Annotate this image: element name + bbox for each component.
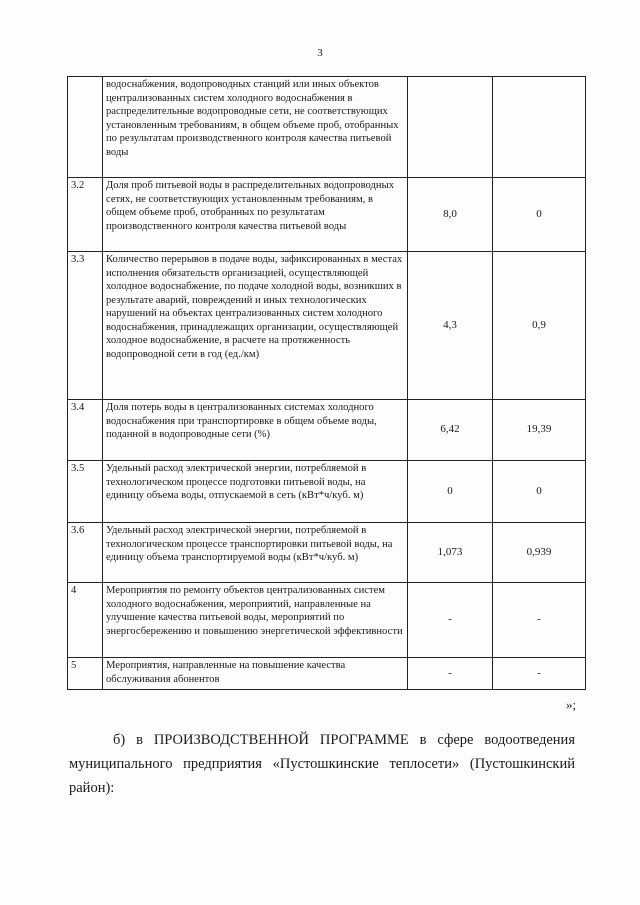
row-number <box>68 77 103 178</box>
row-description: водоснабжения, водопроводных станций или иных объектов централизованных систем холодного водоснабжения в распределительные водопроводные сети, не соответствующих установленным требованиям, в общем объеме проб, отобранных по результатам производственного контроля качества питьевой воды <box>103 77 408 178</box>
row-description: Количество перерывов в подаче воды, зафиксированных в местах исполнения обязательств организацией, осуществляющей холодное водоснабжение, по подаче холодной воды, возникших в результате аварий, повреждений и иных технологических нарушений на объектах централизованных систем холодного водоснабжения, принадлежащих организации, осуществляющей холодное водоснабжение, в расчете на протяженность водопроводной сети в год (ед./км) <box>103 252 408 400</box>
row-value-plan: 4,3 <box>408 252 493 400</box>
row-value-fact: - <box>493 658 586 690</box>
row-value-plan: - <box>408 658 493 690</box>
row-number: 5 <box>68 658 103 690</box>
row-description: Доля потерь воды в централизованных системах холодного водоснабжения при транспортировке в общем объеме воды, поданной в водопроводные сети (%) <box>103 400 408 461</box>
row-number: 3.5 <box>68 461 103 523</box>
row-number: 4 <box>68 583 103 658</box>
row-number: 3.3 <box>68 252 103 400</box>
table-row <box>68 252 586 400</box>
body-paragraph <box>69 728 575 800</box>
paragraph-text: б) в ПРОИЗВОДСТВЕННОЙ ПРОГРАММЕ в сфере водоотведения муниципального предприятия «Пустошкинские теплосети» (Пустошкинский район): <box>69 732 575 796</box>
table-row <box>68 523 586 583</box>
row-number: 3.6 <box>68 523 103 583</box>
row-value-fact: - <box>493 583 586 658</box>
table-row <box>68 178 586 252</box>
row-value-fact: 0,9 <box>493 252 586 400</box>
table-row <box>68 461 586 523</box>
row-number: 3.4 <box>68 400 103 461</box>
indicators-table <box>67 76 586 690</box>
row-description: Доля проб питьевой воды в распределительных водопроводных сетях, не соответствующих установленным требованиям, в общем объеме проб, отобранных по результатам производственного контроля качества питьевой воды <box>103 178 408 252</box>
closing-quote: »; <box>566 697 577 712</box>
table-row <box>68 583 586 658</box>
row-value-fact: 19,39 <box>493 400 586 461</box>
row-value-fact <box>493 77 586 178</box>
row-description: Удельный расход электрической энергии, потребляемой в технологическом процессе транспортировки питьевой воды, на единицу объема транспортируемой воды (кВт*ч/куб. м) <box>103 523 408 583</box>
row-value-fact: 0,939 <box>493 523 586 583</box>
row-description: Удельный расход электрической энергии, потребляемой в технологическом процессе подготовки питьевой воды, на единицу объема воды, отпускаемой в сеть (кВт*ч/куб. м) <box>103 461 408 523</box>
page-number: 3 <box>317 47 323 59</box>
table-row <box>68 77 586 178</box>
row-number: 3.2 <box>68 178 103 252</box>
row-value-plan: 1,073 <box>408 523 493 583</box>
table-row <box>68 658 586 690</box>
row-value-plan: 8,0 <box>408 178 493 252</box>
row-value-plan <box>408 77 493 178</box>
row-description: Мероприятия по ремонту объектов централизованных систем холодного водоснабжения, мероприятий, направленные на улучшение качества питьевой воды, мероприятий по энергосбережению и повышению энергетической эффективности <box>103 583 408 658</box>
row-value-fact: 0 <box>493 178 586 252</box>
row-description: Мероприятия, направленные на повышение качества обслуживания абонентов <box>103 658 408 690</box>
row-value-fact: 0 <box>493 461 586 523</box>
row-value-plan: 0 <box>408 461 493 523</box>
row-value-plan: 6,42 <box>408 400 493 461</box>
row-value-plan: - <box>408 583 493 658</box>
table-row <box>68 400 586 461</box>
